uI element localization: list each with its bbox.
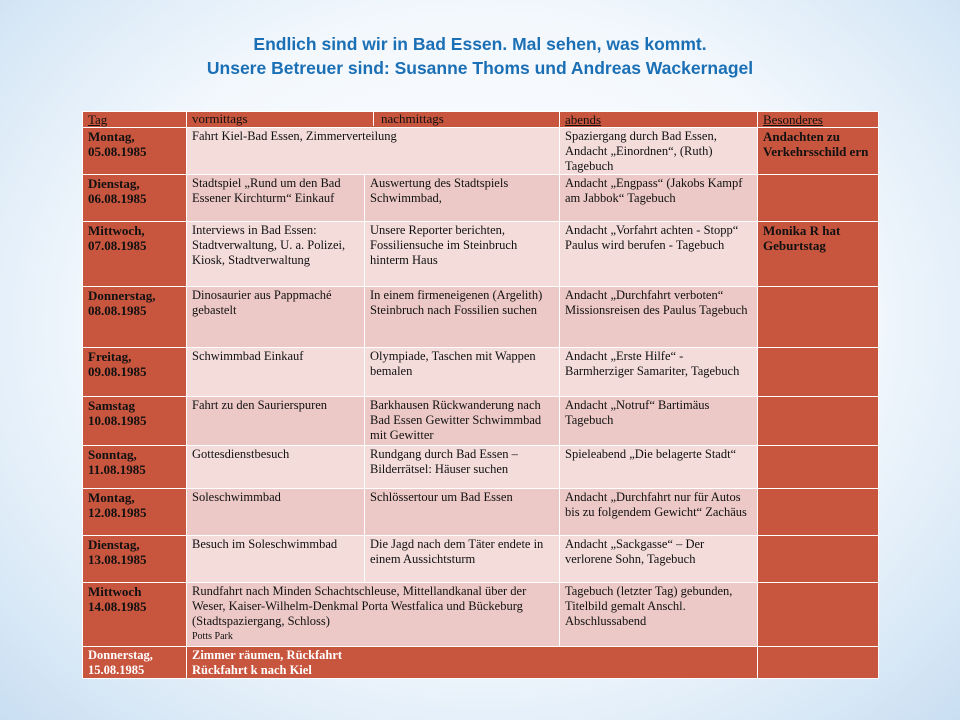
besonderes-cell bbox=[758, 446, 879, 489]
table-row bbox=[83, 287, 879, 348]
table-row bbox=[83, 222, 879, 287]
nachmittags-cell: Olympiade, Taschen mit Wappen bemalen bbox=[365, 348, 560, 397]
header-vormittags: vormittags bbox=[192, 111, 248, 126]
besonderes-cell bbox=[758, 489, 879, 536]
abends-cell: Andacht „Engpass“ (Jakobs Kampf am Jabbok“ Tagebuch bbox=[560, 175, 758, 222]
day-cell: Sonntag, 11.08.1985 bbox=[83, 446, 187, 489]
abends-cell: Andacht „Erste Hilfe“ - Barmherziger Samariter, Tagebuch bbox=[560, 348, 758, 397]
day-cell: Mittwoch 14.08.1985 bbox=[83, 583, 187, 647]
header-nachmittags: nachmittags bbox=[381, 111, 444, 126]
title-line-1: Endlich sind wir in Bad Essen. Mal sehen, was kommt. bbox=[253, 34, 707, 54]
besonderes-cell bbox=[758, 287, 879, 348]
nachmittags-cell: In einem firmeneigenen (Argelith) Steinbruch nach Fossilien suchen bbox=[365, 287, 560, 348]
table-row bbox=[83, 348, 879, 397]
abends-cell: Andacht „Sackgasse“ – Der verlorene Sohn, Tagebuch bbox=[560, 536, 758, 583]
besonderes-cell bbox=[758, 397, 879, 446]
vormittags-cell: Dinosaurier aus Pappmaché gebastelt bbox=[187, 287, 365, 348]
nachmittags-cell: Auswertung des Stadtspiels Schwimmbad, bbox=[365, 175, 560, 222]
abends-cell: Andacht „Durchfahrt verboten“ Missionsreisen des Paulus Tagebuch bbox=[560, 287, 758, 348]
excursion-text: Rundfahrt nach Minden Schachtschleuse, Mittellandkanal über der Weser, Kaiser-Wilhelm-Denkmal Porta Westfalica und Bückeburg (Stadtspaziergang, Schloss) bbox=[192, 584, 527, 628]
abends-cell: Spieleabend „Die belagerte Stadt“ bbox=[560, 446, 758, 489]
abends-cell: Andacht „Durchfahrt nur für Autos bis zu folgendem Gewicht“ Zachäus bbox=[560, 489, 758, 536]
day-cell: Samstag 10.08.1985 bbox=[83, 397, 187, 446]
schedule-table bbox=[82, 111, 879, 679]
vormittags-cell: Interviews in Bad Essen: Stadtverwaltung, U. a. Polizei, Kiosk, Stadtverwaltung bbox=[187, 222, 365, 287]
header-tag: Tag bbox=[83, 112, 187, 128]
abends-cell: Spaziergang durch Bad Essen, Andacht „Einordnen“, (Ruth) Tagebuch bbox=[560, 128, 758, 175]
day-cell: Mittwoch, 07.08.1985 bbox=[83, 222, 187, 287]
vormittags-nachmittags-cell bbox=[187, 583, 560, 647]
nachmittags-cell: Unsere Reporter berichten, Fossiliensuche im Steinbruch hinterm Haus bbox=[365, 222, 560, 287]
vormittags-cell: Besuch im Soleschwimmbad bbox=[187, 536, 365, 583]
nachmittags-cell: Schlössertour um Bad Essen bbox=[365, 489, 560, 536]
day-cell: Montag, 05.08.1985 bbox=[83, 128, 187, 175]
nachmittags-cell: Die Jagd nach dem Täter endete in einem Aussichtsturm bbox=[365, 536, 560, 583]
vormittags-cell: Fahrt zu den Saurierspuren bbox=[187, 397, 365, 446]
table-row bbox=[83, 446, 879, 489]
header-vormittags-nachmittags bbox=[187, 112, 560, 128]
besonderes-cell bbox=[758, 348, 879, 397]
day-cell: Montag, 12.08.1985 bbox=[83, 489, 187, 536]
table-row bbox=[83, 489, 879, 536]
day-cell: Freitag, 09.08.1985 bbox=[83, 348, 187, 397]
vormittags-cell: Stadtspiel „Rund um den Bad Essener Kirchturm“ Einkauf bbox=[187, 175, 365, 222]
table-row bbox=[83, 536, 879, 583]
table-row bbox=[83, 583, 879, 647]
header-divider bbox=[373, 112, 374, 126]
departure-line-2: Rückfahrt k nach Kiel bbox=[192, 663, 312, 677]
besonderes-cell: Andachten zu Verkehrsschild ern bbox=[758, 128, 879, 175]
day-cell: Donnerstag, 15.08.1985 bbox=[83, 647, 187, 679]
day-cell: Dienstag, 06.08.1985 bbox=[83, 175, 187, 222]
table-row bbox=[83, 647, 879, 679]
vormittags-cell: Gottesdienstbesuch bbox=[187, 446, 365, 489]
page-title bbox=[0, 32, 960, 80]
departure-line-1: Zimmer räumen, Rückfahrt bbox=[192, 648, 343, 662]
table-row bbox=[83, 397, 879, 446]
day-cell: Donnerstag, 08.08.1985 bbox=[83, 287, 187, 348]
header-row bbox=[83, 112, 879, 128]
header-besonderes: Besonderes bbox=[758, 112, 879, 128]
nachmittags-cell: Barkhausen Rückwanderung nach Bad Essen Gewitter Schwimmbad mit Gewitter bbox=[365, 397, 560, 446]
excursion-extra: Potts Park bbox=[192, 631, 233, 642]
besonderes-cell bbox=[758, 583, 879, 647]
besonderes-cell: Monika R hat Geburtstag bbox=[758, 222, 879, 287]
vormittags-nachmittags-cell: Fahrt Kiel-Bad Essen, Zimmerverteilung bbox=[187, 128, 560, 175]
besonderes-cell bbox=[758, 175, 879, 222]
vormittags-cell: Soleschwimmbad bbox=[187, 489, 365, 536]
abends-cell: Andacht „Vorfahrt achten - Stopp“ Paulus wird berufen - Tagebuch bbox=[560, 222, 758, 287]
table-row bbox=[83, 128, 879, 175]
besonderes-cell bbox=[758, 647, 879, 679]
vormittags-cell: Schwimmbad Einkauf bbox=[187, 348, 365, 397]
nachmittags-cell: Rundgang durch Bad Essen – Bilderrätsel: Häuser suchen bbox=[365, 446, 560, 489]
abends-cell: Andacht „Notruf“ Bartimäus Tagebuch bbox=[560, 397, 758, 446]
day-cell: Dienstag, 13.08.1985 bbox=[83, 536, 187, 583]
abends-cell: Tagebuch (letzter Tag) gebunden, Titelbild gemalt Anschl. Abschlussabend bbox=[560, 583, 758, 647]
besonderes-cell bbox=[758, 536, 879, 583]
header-abends: abends bbox=[560, 112, 758, 128]
departure-cell bbox=[187, 647, 758, 679]
title-line-2: Unsere Betreuer sind: Susanne Thoms und Andreas Wackernagel bbox=[206, 58, 754, 78]
table-row bbox=[83, 175, 879, 222]
